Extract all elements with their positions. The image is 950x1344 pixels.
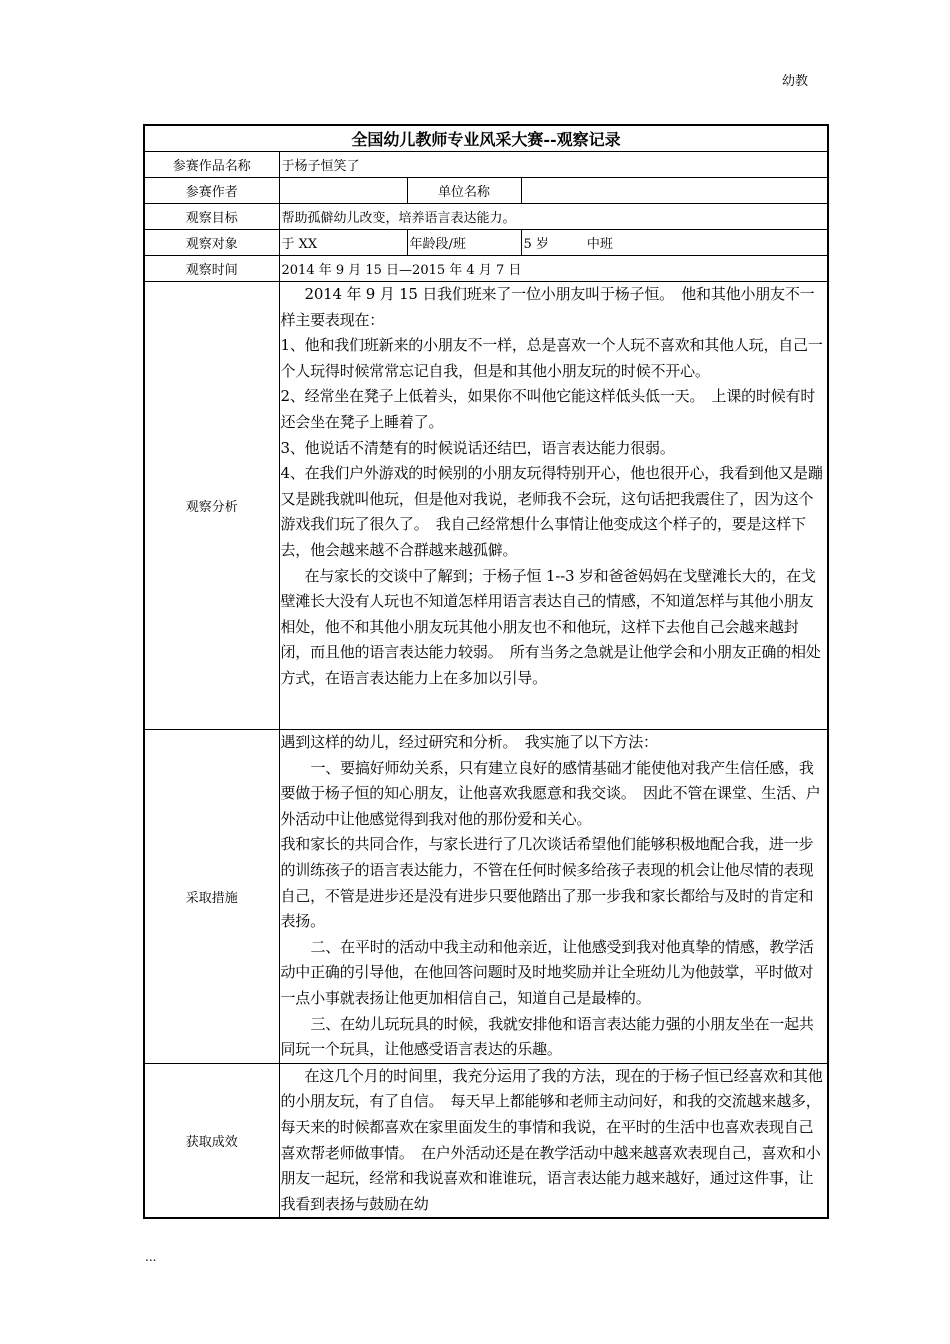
header-tag: 幼教 xyxy=(782,74,809,89)
unit-value xyxy=(521,178,828,204)
measures-paragraph: 遇到这样的幼儿，经过研究和分析。 我实施了以下方法： xyxy=(280,733,658,751)
measures-paragraph: 二、在平时的活动中我主动和他亲近，让他感受到我对他真挚的情感，教学活动中正确的引导他，在他回答问题时及时地奖励并让全班幼儿为他鼓掌，平时做对一点小事就表扬让他更加相信自己，知道自己是最棒的。 xyxy=(280,937,814,1007)
class-value: 中班 xyxy=(586,237,613,252)
results-paragraph: 在这几个月的时间里，我充分运用了我的方法，现在的于杨子恒已经喜欢和其他的小朋友玩，有了自信。 每天早上都能够和老师主动问好，和我的交流越来越多，每天来的时候都喜欢在家里面发生的事情和我说，在平时的生活中也喜欢表现自己喜欢帮老师做事情。 在户外活动还是在教学活动中越来越喜欢表现自己，喜欢和小朋友一起玩，经常和我说喜欢和谁谁玩，语言表达能力越来越好，通过这件事，让我看到表扬与鼓励在幼 xyxy=(280,1066,823,1213)
measures-label: 采取措施 xyxy=(144,730,279,1064)
results-content xyxy=(279,1063,828,1218)
measures-paragraph: 一、要搞好师幼关系，只有建立良好的感情基础才能使他对我产生信任感，我要做于杨子恒的知心朋友，让他喜欢我愿意和我交谈。 因此不管在课堂、生活、户外活动中让他感觉得到我对他的那份爱和关心。 xyxy=(280,758,821,828)
subject-value: 于 XX xyxy=(279,230,407,256)
time-value: 2014 年 9 月 15 日—2015 年 4 月 7 日 xyxy=(279,256,828,282)
measures-content xyxy=(279,730,828,1064)
analysis-paragraph: 3、他说话不清楚有的时候说话还结巴，语言表达能力很弱。 xyxy=(280,438,675,457)
work-name-label: 参赛作品名称 xyxy=(144,152,279,178)
analysis-content xyxy=(279,282,828,730)
goal-label: 观察目标 xyxy=(144,204,279,230)
time-label: 观察时间 xyxy=(144,256,279,282)
age-value: 5 岁 xyxy=(523,237,549,252)
age-label: 年龄段/班 xyxy=(407,230,521,256)
unit-label: 单位名称 xyxy=(407,178,521,204)
work-name-value: 于杨子恒笑了 xyxy=(279,152,828,178)
analysis-paragraph: 2、经常坐在凳子上低着头，如果你不叫他它能这样低头低一天。 上课的时候有时还会坐在凳子上睡着了。 xyxy=(280,387,816,431)
analysis-paragraph: 在与家长的交谈中了解到；于杨子恒 1--3 岁和爸爸妈妈在戈壁滩长大的，在戈壁滩长大没有人玩也不知道怎样用语言表达自己的情感，不知道怎样与其他小朋友相处，他不和其他小朋友玩其他小朋友也不和他玩，这样下去他自己会越来越封闭，而且他的语言表达能力较弱。 所有当务之急就是让他学会和小朋友正确的相处方式，在语言表达能力上在多加以引导。 xyxy=(280,566,821,687)
analysis-paragraph: 1、他和我们班新来的小朋友不一样，总是喜欢一个人玩不喜欢和其他人玩，自己一个人玩得时候常常忘记自我，但是和其他小朋友玩的时候不开心。 xyxy=(280,336,823,380)
analysis-paragraph: 2014 年 9 月 15 日我们班来了一位小朋友叫于杨子恒。 他和其他小朋友不一样主要表现在： xyxy=(280,285,815,329)
author-value xyxy=(279,178,407,204)
goal-value: 帮助孤僻幼儿改变，培养语言表达能力。 xyxy=(279,204,828,230)
measures-paragraph: 我和家长的共同合作，与家长进行了几次谈话希望他们能够积极地配合我，进一步的训练孩子的语言表达能力，不管在任何时候多给孩子表现的机会让他尽情的表现自己，不管是进步还是没有进步只要他踏出了那一步我和家长都给与及时的肯定和表扬。 xyxy=(280,835,814,931)
analysis-label: 观察分析 xyxy=(144,282,279,730)
author-label: 参赛作者 xyxy=(144,178,279,204)
table-title: 全国幼儿教师专业风采大赛--观察记录 xyxy=(144,125,828,152)
analysis-paragraph: 4、在我们户外游戏的时候别的小朋友玩得特别开心，他也很开心，我看到他又是蹦又是跳我就叫他玩，但是他对我说，老师我不会玩，这句话把我震住了，因为这个游戏我们玩了很久了。 我自己经常想什么事情让他变成这个样子的，要是这样下去，他会越来越不合群越来越孤僻。 xyxy=(280,464,823,559)
age-class-value xyxy=(521,230,828,256)
results-label: 获取成效 xyxy=(144,1063,279,1218)
subject-label: 观察对象 xyxy=(144,230,279,256)
observation-record-table xyxy=(143,124,829,1219)
footer-ellipsis: ... xyxy=(145,1250,157,1264)
measures-paragraph: 三、在幼儿玩玩具的时候，我就安排他和语言表达能力强的小朋友坐在一起共同玩一个玩具，让他感受语言表达的乐趣。 xyxy=(280,1014,814,1059)
